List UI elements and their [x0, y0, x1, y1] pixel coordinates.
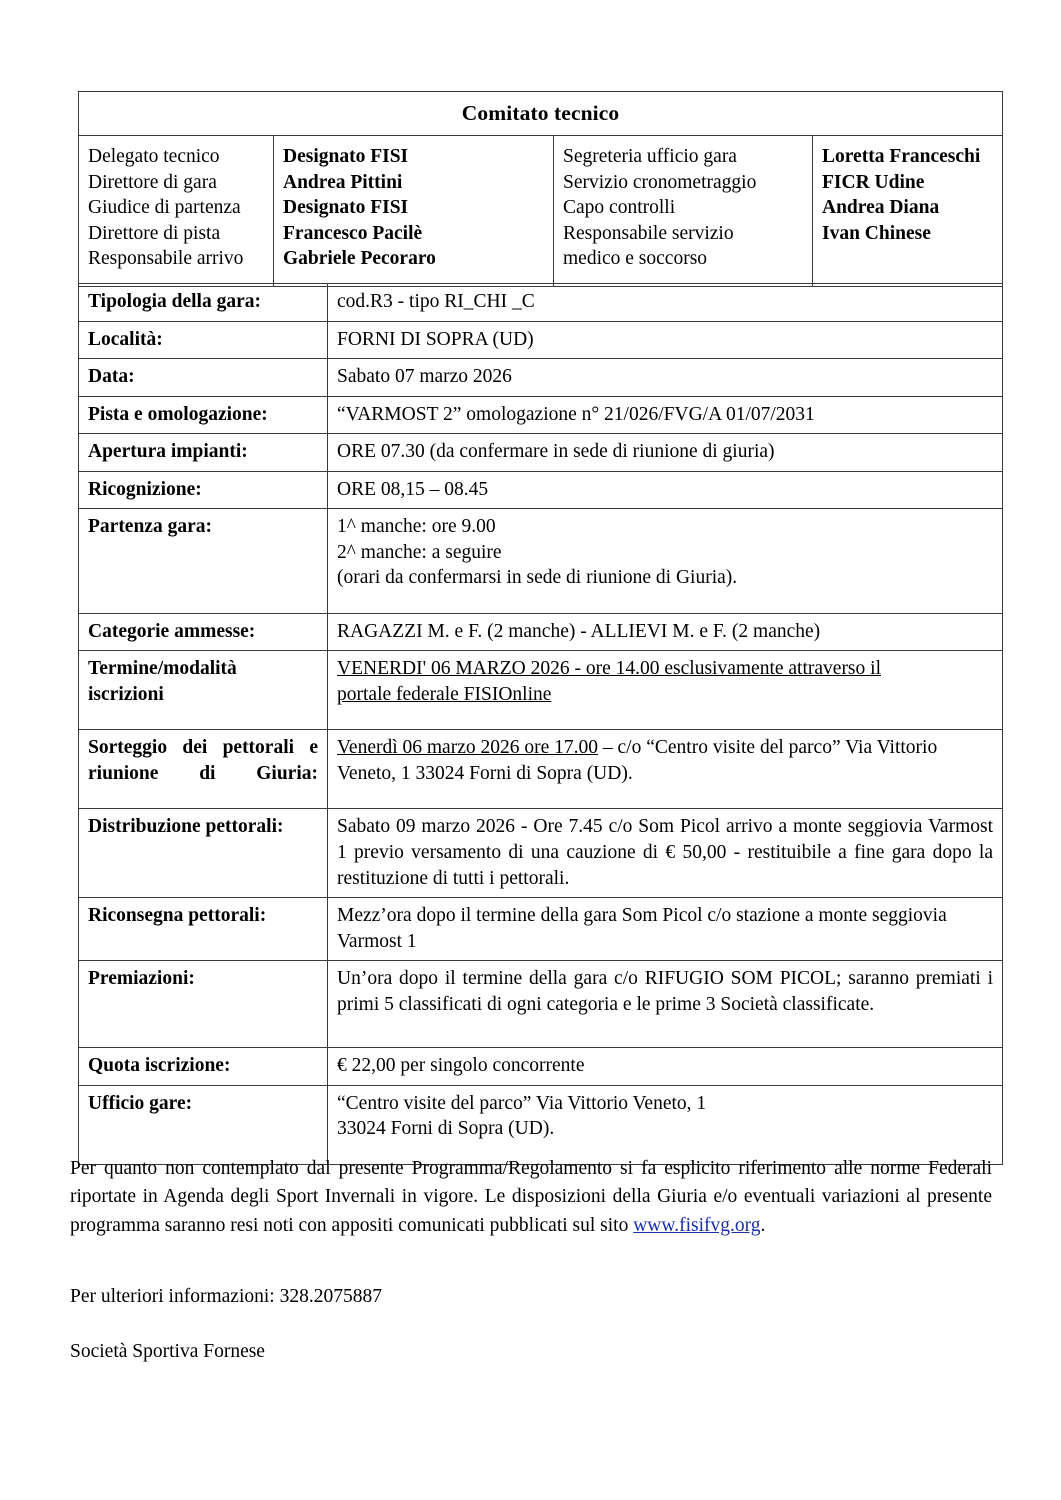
committee-names-right	[813, 136, 1003, 287]
committee-roles-right	[554, 136, 813, 287]
row-distribuzione	[79, 809, 1003, 898]
ufficio-line-1: “Centro visite del parco” Via Vittorio Veneto, 1	[337, 1092, 707, 1114]
value-partenza	[328, 509, 1003, 614]
role-item: Direttore di pista	[88, 222, 221, 244]
label-partenza: Partenza gara:	[79, 509, 328, 614]
role-item: Direttore di gara	[88, 171, 217, 193]
committee-body-row	[79, 136, 1003, 287]
row-premiazioni	[79, 961, 1003, 1048]
name-item: FICR Udine	[822, 171, 925, 193]
sorteggio-label-line-1: Sorteggio dei pettorali e	[88, 737, 318, 759]
row-ufficio	[79, 1085, 1003, 1164]
value-data: Sabato 07 marzo 2026	[328, 359, 1003, 397]
row-riconsegna	[79, 898, 1003, 961]
row-data	[79, 359, 1003, 397]
partenza-line-3: (orari da confermarsi in sede di riunione di Giuria).	[337, 567, 738, 589]
value-distribuzione: Sabato 09 marzo 2026 - Ore 7.45 c/o Som Picol arrivo a monte seggiovia Varmost 1 previo versamento di una cauzione di € 50,00 - restituibile a fine gara dopo la restituzione di tutti i pettorali.	[328, 809, 1003, 898]
value-premiazioni: Un’ora dopo il termine della gara c/o RIFUGIO SOM PICOL; saranno premiati i primi 5 classificati di ogni categoria e le prime 3 Società classificate.	[328, 961, 1003, 1048]
sorteggio-location: – c/o “Centro visite del parco” Via Vittorio Veneto, 1 33024 Forni di Sopra (UD).	[337, 737, 938, 784]
race-details-table	[78, 283, 1003, 1165]
termine-value-line-1: VENERDI' 06 MARZO 2026 - ore 14.00 esclusivamente attraverso il	[337, 658, 881, 680]
fisifvg-website-link[interactable]: www.fisifvg.org	[633, 1214, 761, 1236]
role-item: Segreteria ufficio gara	[563, 146, 737, 168]
value-termine	[328, 651, 1003, 730]
value-quota: € 22,00 per singolo concorrente	[328, 1048, 1003, 1086]
name-item: Andrea Pittini	[283, 171, 403, 193]
role-item: Delegato tecnico	[88, 146, 220, 168]
committee-title: Comitato tecnico	[79, 92, 1003, 136]
label-premiazioni: Premiazioni:	[79, 961, 328, 1048]
label-termine	[79, 651, 328, 730]
partenza-line-2: 2^ manche: a seguire	[337, 541, 502, 563]
name-item: Gabriele Pecoraro	[283, 248, 436, 270]
value-ricognizione: ORE 08,15 – 08.45	[328, 471, 1003, 509]
name-item: Designato FISI	[283, 197, 409, 219]
value-localita: FORNI DI SOPRA (UD)	[328, 321, 1003, 359]
role-item: Giudice di partenza	[88, 197, 241, 219]
name-item: Francesco Pacilè	[283, 222, 423, 244]
row-sorteggio	[79, 730, 1003, 809]
label-data: Data:	[79, 359, 328, 397]
label-pista: Pista e omologazione:	[79, 396, 328, 434]
row-localita	[79, 321, 1003, 359]
label-tipologia: Tipologia della gara:	[79, 284, 328, 322]
termine-label-line-1: Termine/modalità	[88, 658, 237, 680]
sorteggio-label-line-2: riunione di Giuria:	[88, 762, 318, 784]
label-ufficio: Ufficio gare:	[79, 1085, 328, 1164]
name-item: Andrea Diana	[822, 197, 940, 219]
committee-names-left	[274, 136, 554, 287]
committee-roles-left	[79, 136, 274, 287]
row-pista	[79, 396, 1003, 434]
label-distribuzione: Distribuzione pettorali:	[79, 809, 328, 898]
name-item: Ivan Chinese	[822, 222, 931, 244]
footer-organizing-club: Società Sportiva Fornese	[70, 1341, 265, 1362]
label-localita: Località:	[79, 321, 328, 359]
value-categorie: RAGAZZI M. e F. (2 manche) - ALLIEVI M. e F. (2 manche)	[328, 613, 1003, 651]
value-ufficio	[328, 1085, 1003, 1164]
row-quota	[79, 1048, 1003, 1086]
label-apertura: Apertura impianti:	[79, 434, 328, 472]
row-ricognizione	[79, 471, 1003, 509]
termine-label-line-2: iscrizioni	[88, 683, 164, 705]
ufficio-line-2: 33024 Forni di Sopra (UD).	[337, 1118, 555, 1140]
row-termine	[79, 651, 1003, 730]
row-categorie	[79, 613, 1003, 651]
name-item: Loretta Franceschi	[822, 146, 981, 168]
footer-note-text: Per quanto non contemplato dal presente Programma/Regolamento si fa esplicito riferimento alle norme Federali riportate in Agenda degli Sport Invernali in vigore. Le disposizioni della Giuria e/o eventuali variazioni al presente programma saranno resi noti con appositi comunicati pubblicati sul sito	[70, 1158, 992, 1236]
row-apertura	[79, 434, 1003, 472]
role-item: medico e soccorso	[563, 248, 708, 270]
footer-note-paragraph	[70, 1155, 992, 1240]
label-ricognizione: Ricognizione:	[79, 471, 328, 509]
committee-header-row	[79, 92, 1003, 136]
value-riconsegna: Mezz’ora dopo il termine della gara Som Picol c/o stazione a monte seggiovia Varmost 1	[328, 898, 1003, 961]
label-sorteggio	[79, 730, 328, 809]
role-item: Responsabile servizio	[563, 222, 734, 244]
footer-contact-info: Per ulteriori informazioni: 328.2075887	[70, 1286, 382, 1307]
partenza-line-1: 1^ manche: ore 9.00	[337, 516, 496, 538]
footer-note-tail: .	[760, 1214, 766, 1236]
value-apertura: ORE 07.30 (da confermare in sede di riunione di giuria)	[328, 434, 1003, 472]
value-tipologia: cod.R3 - tipo RI_CHI _C	[328, 284, 1003, 322]
sorteggio-datetime: Venerdì 06 marzo 2026 ore 17.00	[337, 737, 599, 759]
row-partenza	[79, 509, 1003, 614]
value-sorteggio	[328, 730, 1003, 809]
role-item: Responsabile arrivo	[88, 248, 244, 270]
label-categorie: Categorie ammesse:	[79, 613, 328, 651]
role-item: Servizio cronometraggio	[563, 171, 757, 193]
label-riconsegna: Riconsegna pettorali:	[79, 898, 328, 961]
termine-value-line-2: portale federale FISIOnline	[337, 683, 552, 705]
value-pista: “VARMOST 2” omologazione n° 21/026/FVG/A 01/07/2031	[328, 396, 1003, 434]
committee-table	[78, 91, 1003, 287]
label-quota: Quota iscrizione:	[79, 1048, 328, 1086]
role-item: Capo controlli	[563, 197, 676, 219]
row-tipologia	[79, 284, 1003, 322]
name-item: Designato FISI	[283, 146, 409, 168]
